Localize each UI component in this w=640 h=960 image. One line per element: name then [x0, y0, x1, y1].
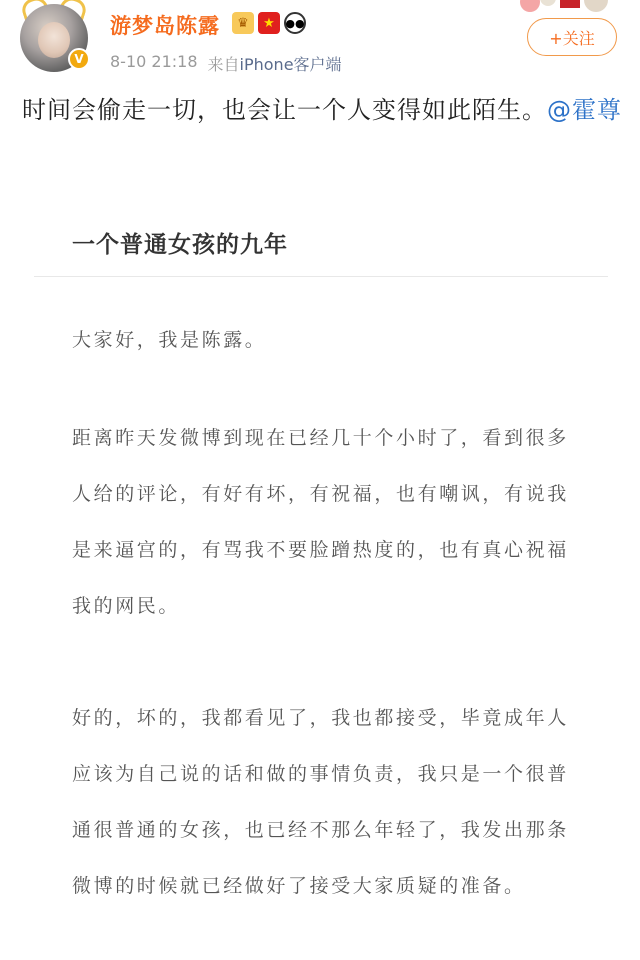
article-paragraph: 大家好，我是陈露。 — [72, 329, 267, 351]
username[interactable]: 游梦岛陈露 — [110, 14, 220, 38]
china-flag-icon: ★ — [258, 12, 280, 34]
article-title: 一个普通女孩的九年 — [72, 232, 288, 258]
follow-button[interactable]: +关注 — [527, 18, 617, 56]
source-client[interactable]: iPhone客户端 — [239, 55, 342, 74]
post-date: 8-10 21:18 — [110, 52, 198, 71]
crown-badge-icon[interactable]: ♛ — [232, 12, 254, 34]
verified-icon: V — [68, 48, 90, 70]
avatar[interactable] — [20, 4, 88, 72]
mention-link[interactable]: @霍尊 — [547, 96, 622, 124]
divider — [34, 276, 608, 277]
user-badges — [232, 12, 306, 34]
post-text — [22, 92, 622, 128]
source-prefix: 来自 — [207, 55, 240, 74]
panda-icon: ●● — [284, 12, 306, 34]
post-source — [208, 52, 342, 75]
post-header — [0, 0, 640, 90]
article-paragraph: 好的，坏的，我都看见了，我也都接受，毕竟成年人应该为自己说的话和做的事情负责，我只是一个很普通很普通的女孩，也已经不那么年轻了，我发出那条微博的时候就已经做好了接受大家质疑的准备。 — [72, 707, 569, 897]
post-body: 时间会偷走一切，也会让一个人变得如此陌生。 — [22, 96, 547, 124]
article-paragraph: 距离昨天发微博到现在已经几十个小时了，看到很多人给的评论，有好有坏，有祝福，也有嘲讽，有说我是来逼宫的，有骂我不要脸蹭热度的，也有真心祝福我的网民。 — [72, 427, 569, 617]
post-meta — [110, 52, 342, 75]
article-image[interactable] — [34, 200, 608, 960]
